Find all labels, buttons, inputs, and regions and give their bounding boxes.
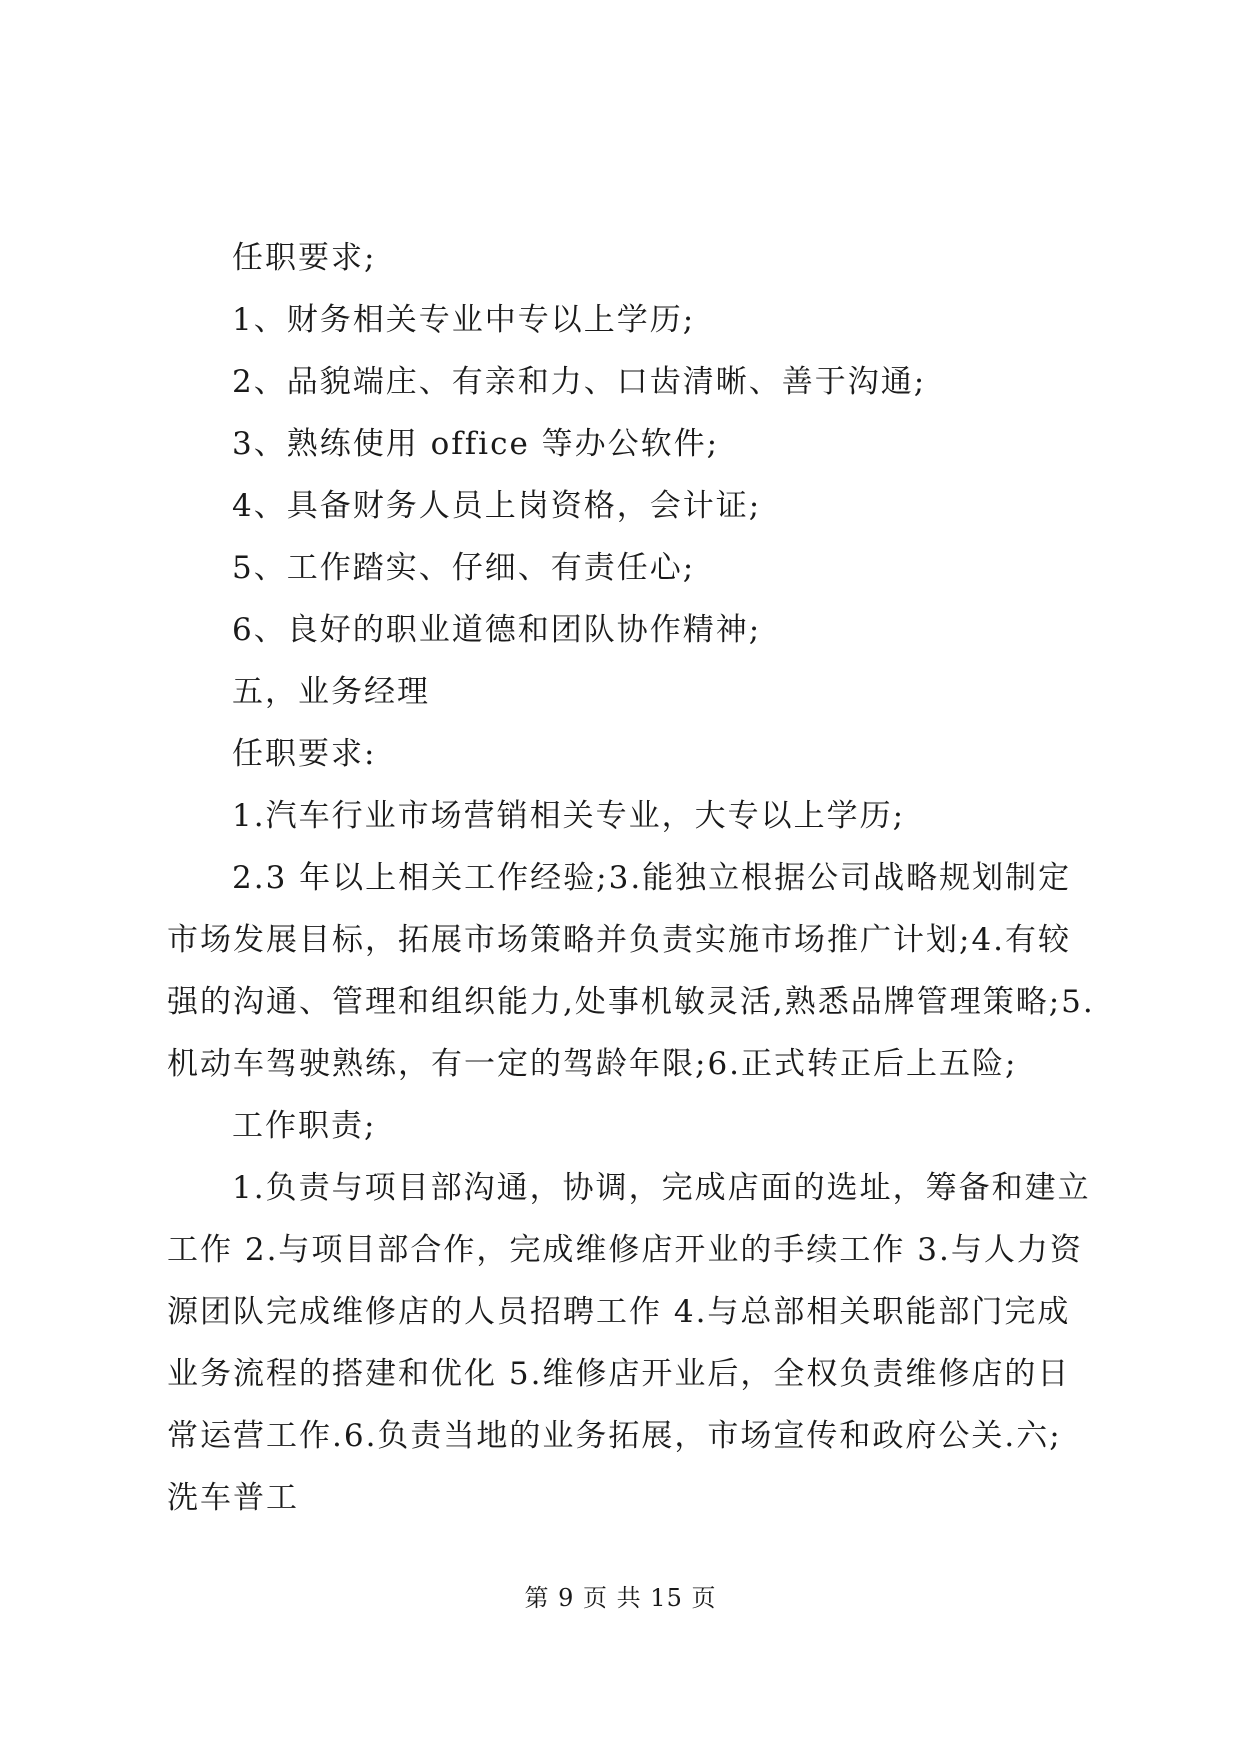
- paragraph-line: 5、工作踏实、仔细、有责任心;: [232, 550, 696, 586]
- paragraph-line: 2、品貌端庄、有亲和力、口齿清晰、善于沟通;: [232, 364, 927, 400]
- paragraph-line: 洗车普工: [167, 1480, 299, 1516]
- paragraph-line: 1.汽车行业市场营销相关专业，大专以上学历;: [232, 798, 906, 834]
- paragraph-line: 任职要求:: [232, 736, 377, 772]
- paragraph-line: 市场发展目标，拓展市场策略并负责实施市场推广计划;4.有较: [167, 922, 1072, 958]
- paragraph-line: 强的沟通、管理和组织能力,处事机敏灵活,熟悉品牌管理策略;5.: [167, 984, 1095, 1020]
- paragraph-line: 业务流程的搭建和优化 5.维修店开业后，全权负责维修店的日: [167, 1356, 1071, 1392]
- paragraph-line: 机动车驾驶熟练，有一定的驾龄年限;6.正式转正后上五险;: [167, 1046, 1018, 1082]
- page-footer: 第 9 页 共 15 页: [524, 1584, 717, 1612]
- paragraph-line: 任职要求;: [232, 240, 377, 276]
- paragraph-line: 3、熟练使用 office 等办公软件;: [232, 426, 720, 462]
- paragraph-line: 常运营工作.6.负责当地的业务拓展，市场宣传和政府公关.六;: [167, 1418, 1062, 1454]
- paragraph-line: 工作 2.与项目部合作，完成维修店开业的手续工作 3.与人力资: [167, 1232, 1083, 1268]
- paragraph-line: 源团队完成维修店的人员招聘工作 4.与总部相关职能部门完成: [167, 1294, 1071, 1330]
- paragraph-line: 4、具备财务人员上岗资格，会计证;: [232, 488, 762, 524]
- section-heading: 五，业务经理: [232, 674, 430, 710]
- paragraph-line: 1.负责与项目部沟通，协调，完成店面的选址，筹备和建立: [232, 1170, 1091, 1206]
- paragraph-line: 1、财务相关专业中专以上学历;: [232, 302, 696, 338]
- paragraph-line: 6、良好的职业道德和团队协作精神;: [232, 612, 762, 648]
- paragraph-line: 2.3 年以上相关工作经验;3.能独立根据公司战略规划制定: [232, 860, 1072, 896]
- paragraph-line: 工作职责;: [232, 1108, 377, 1144]
